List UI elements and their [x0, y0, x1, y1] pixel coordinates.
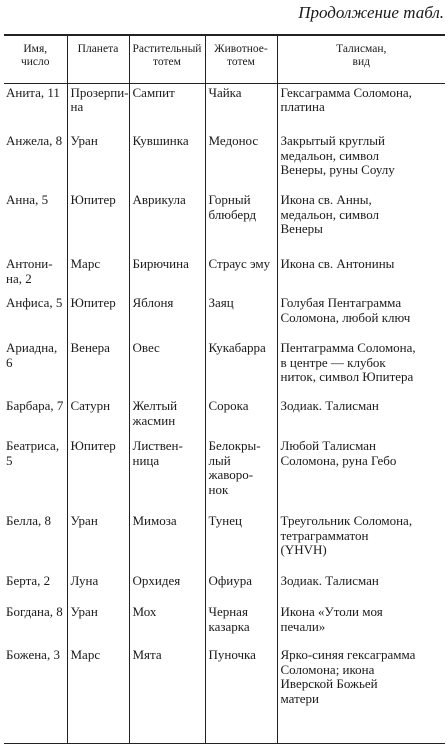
cell-name: Антони- на, 2	[6, 256, 53, 286]
cell-animal-totem: Заяц	[205, 294, 277, 339]
cell-animal-totem: Черная казарка	[205, 603, 277, 646]
header-talisman: Талисман, вид	[277, 35, 445, 83]
cell-planet: Юпитер	[67, 294, 129, 339]
cell-planet: Венера	[67, 339, 129, 397]
cell-animal-totem: Белокры- лый жаворо- нок	[205, 437, 277, 512]
table-row	[4, 646, 445, 743]
cell-plant-totem: Бирючина	[129, 255, 205, 294]
cell-name: Анжела, 8	[6, 133, 63, 148]
table-row	[4, 294, 445, 339]
cell-animal-totem: Сорока	[205, 397, 277, 437]
cell-planet: Луна	[67, 572, 129, 603]
cell-name: Анна, 5	[6, 192, 49, 207]
cell-talisman: Голубая Пентаграмма Соломона, любой ключ	[277, 294, 445, 339]
cell-plant-totem: Яблоня	[129, 294, 205, 339]
cell-planet: Прозерпи- на	[67, 83, 129, 132]
cell-planet: Марс	[67, 255, 129, 294]
table-row	[4, 255, 445, 294]
cell-plant-totem: Желтый жасмин	[129, 397, 205, 437]
cell-plant-totem: Мята	[129, 646, 205, 743]
table-row	[4, 572, 445, 603]
table-row	[4, 191, 445, 255]
cell-talisman: Пентаграмма Соломона, в центре — клубок ниток, символ Юпитера	[277, 339, 445, 397]
table-row	[4, 512, 445, 572]
cell-name: Беатриса, 5	[6, 438, 60, 468]
cell-talisman: Икона св. Анны, медальон, символ Венеры	[277, 191, 445, 255]
cell-name: Богдана, 8	[6, 604, 63, 619]
cell-planet: Марс	[67, 646, 129, 743]
cell-plant-totem: Сампит	[129, 83, 205, 132]
cell-name: Берта, 2	[6, 573, 51, 588]
cell-talisman: Зодиак. Талисман	[277, 397, 445, 437]
cell-animal-totem: Медонос	[205, 132, 277, 191]
table-row	[4, 339, 445, 397]
cell-talisman: Икона «Утоли моя печали»	[277, 603, 445, 646]
header-plant-totem: Растительный тотем	[129, 35, 205, 83]
cell-name: Анфиса, 5	[6, 295, 63, 310]
cell-plant-totem: Листвен- ница	[129, 437, 205, 512]
table-continuation-caption: Продолжение табл.	[298, 3, 444, 22]
header-name: Имя, число	[4, 35, 67, 83]
table-header-row	[4, 35, 445, 83]
header-animal-totem: Животное- тотем	[205, 35, 277, 83]
cell-talisman: Треугольник Соломона, тетраграмматон (YHVH)	[277, 512, 445, 572]
cell-plant-totem: Аврикула	[129, 191, 205, 255]
table-row	[4, 397, 445, 437]
cell-name: Божена, 3	[4, 646, 67, 743]
cell-plant-totem: Мимоза	[129, 512, 205, 572]
table-row	[4, 603, 445, 646]
cell-animal-totem: Горный блюберд	[205, 191, 277, 255]
cell-plant-totem: Овес	[129, 339, 205, 397]
cell-animal-totem: Тунец	[205, 512, 277, 572]
cell-name: Барбара, 7	[6, 398, 64, 413]
cell-animal-totem: Офиура	[205, 572, 277, 603]
cell-planet: Уран	[67, 512, 129, 572]
cell-talisman: Гексаграмма Соломона, платина	[277, 83, 445, 132]
talisman-table	[4, 34, 445, 744]
cell-talisman: Икона св. Антонины	[277, 255, 445, 294]
cell-animal-totem: Чайка	[205, 83, 277, 132]
cell-planet: Юпитер	[67, 437, 129, 512]
table-row	[4, 437, 445, 512]
cell-animal-totem: Пуночка	[205, 646, 277, 743]
cell-talisman: Закрытый круглый медальон, символ Венеры, руны Соулу	[277, 132, 445, 191]
cell-name: Белла, 8	[6, 513, 51, 528]
cell-planet: Уран	[67, 603, 129, 646]
cell-plant-totem: Мох	[129, 603, 205, 646]
cell-name: Анита, 11	[6, 84, 60, 100]
cell-talisman: Зодиак. Талисман	[277, 572, 445, 603]
cell-name: Ариадна, 6	[6, 340, 58, 370]
cell-talisman: Ярко-синяя гексаграмма Соломона; икона Иверской Божьей матери	[277, 646, 445, 743]
header-planet: Планета	[67, 35, 129, 83]
cell-talisman: Любой Талисман Соломона, руна Гебо	[277, 437, 445, 512]
cell-planet: Уран	[67, 132, 129, 191]
cell-animal-totem: Страус эму	[205, 255, 277, 294]
cell-plant-totem: Кувшинка	[129, 132, 205, 191]
table-row	[4, 83, 445, 132]
cell-plant-totem: Орхидея	[129, 572, 205, 603]
cell-planet: Сатурн	[67, 397, 129, 437]
cell-planet: Юпитер	[67, 191, 129, 255]
cell-animal-totem: Кукабарра	[205, 339, 277, 397]
table-row	[4, 132, 445, 191]
